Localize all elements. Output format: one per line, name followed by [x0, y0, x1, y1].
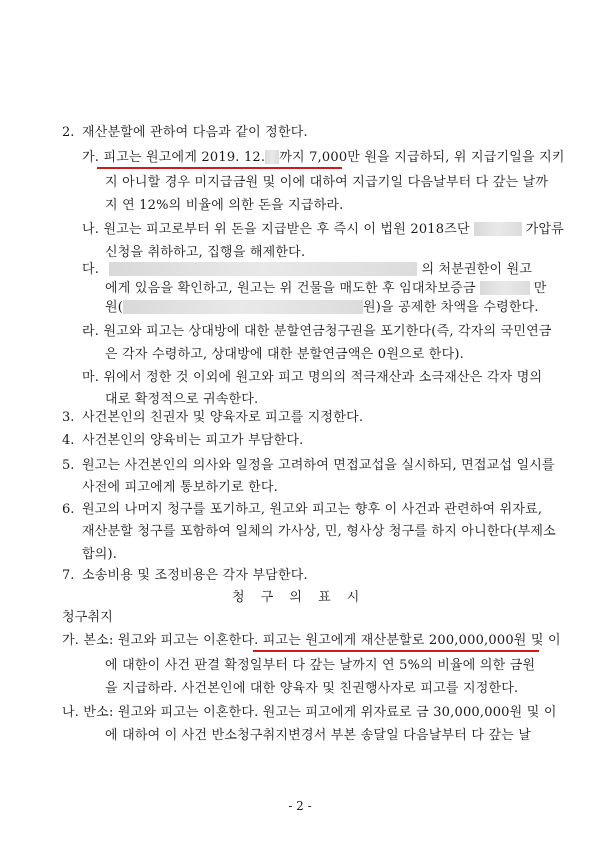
section-4-text: 사건본인의 양육비는 피고가 부담한다. [82, 433, 304, 448]
item-ra-line2: 은 각자 수령하고, 상대방에 대한 분할연금액은 0원으로 한다). [105, 347, 464, 362]
item-ga-line2: 지 아니할 경우 미지급금원 및 이에 대하여 지급기일 다음날부터 다 갚는 날까 [105, 175, 549, 190]
item-ga-line3: 지 연 12%의 비율에 의한 돈을 지급하라. [105, 198, 344, 213]
section-5-number: 5. [62, 458, 75, 473]
item-da-line2 [105, 281, 546, 297]
section-6-line2: 재산분할 청구를 포함하여 일체의 가사상, 민, 형사상 청구를 하지 아니한다(부제소 [82, 524, 556, 539]
section-6-line1: 원고의 나머지 청구를 포기하고, 원고와 피고는 향후 이 사건과 관련하여 위자료, [82, 502, 543, 517]
claim-subheading: 청구취지 [62, 610, 114, 625]
item-ma-line1 [82, 370, 542, 386]
item-ra-line1 [82, 324, 552, 340]
section-6-line3: 합의). [82, 547, 118, 562]
red-underline [253, 650, 539, 652]
item-da-label: 다. [82, 262, 100, 277]
item-na-text1b: 가압류 [525, 222, 565, 237]
redaction-block [474, 222, 522, 236]
section-6-number: 6. [62, 502, 75, 517]
section-2-intro: 재산분할에 관하여 다음과 같이 정한다. [82, 125, 308, 140]
claim-ga-line3: 을 지급하라. 사건본인에 대한 양육자 및 친권행사자로 피고를 지정한다. [105, 681, 519, 696]
red-underline [97, 167, 342, 169]
claim-na-text1: 원고와 피고는 이혼한다. 원고는 피고에게 위자료로 금 30,000,000원 및 이 [117, 705, 557, 720]
item-ma-label: 마. [82, 370, 100, 385]
section-5-line2: 사전에 피고에게 통보하기로 한다. [82, 480, 278, 495]
item-ga-text1a: 피고는 원고에게 2019. 12. [103, 150, 266, 165]
item-da-text2a: 에게 있음을 확인하고, 원고는 위 건물을 매도한 후 임대차보증금 [105, 281, 476, 296]
claim-ga-text1a: 원고와 피고는 이혼한다. [117, 633, 259, 648]
claim-ga-text1b: 피고는 원고에게 재산분할로 200,000,000원 및 이 [262, 633, 561, 648]
item-ga-label: 가. [82, 150, 100, 165]
item-ma-line2: 대로 확정적으로 귀속한다. [105, 392, 259, 407]
section-3-number: 3. [62, 410, 75, 425]
section-4-number: 4. [62, 433, 75, 448]
claim-ga-line2: 에 대한이 사건 판결 확정일부터 다 갚는 날까지 연 5%의 비율에 의한 금원 [105, 658, 536, 673]
item-ra-label: 라. [82, 324, 100, 339]
section-3-text: 사건본인의 친권자 및 양육자로 피고를 지정한다. [82, 410, 364, 425]
item-da-line3 [105, 300, 539, 316]
section-7-number: 7. [62, 568, 75, 583]
claim-na-line1 [62, 705, 557, 721]
item-da-text2b: 만 [533, 281, 547, 296]
item-na-line2: 신청을 취하하고, 집행을 해제한다. [105, 245, 306, 260]
page-number: - 2 - [288, 799, 312, 813]
item-na-label: 나. [82, 222, 100, 237]
item-da-text3b: 원)을 공제한 차액을 수령한다. [363, 300, 539, 315]
redaction-block [109, 262, 417, 276]
item-da-text1: 의 처분권한이 원고 [421, 262, 533, 277]
claim-ga-label: 가. 본소: [62, 633, 114, 648]
redaction-block [123, 300, 363, 314]
item-da-line1 [82, 262, 532, 278]
claim-na-label: 나. 반소: [62, 705, 114, 720]
claim-na-line2: 에 대하여 이 사건 반소청구취지변경서 부본 송달일 다음날부터 다 갚는 날 [105, 728, 532, 743]
item-ma-text1: 위에서 정한 것 이외에 원고와 피고 명의의 적극재산과 소극재산은 각자 명의 [103, 370, 543, 385]
item-ga-line1 [82, 150, 565, 166]
section-7-text: 소송비용 및 조정비용은 각자 부담한다. [82, 568, 308, 583]
claim-ga-line1 [62, 633, 561, 649]
item-ra-text1: 원고와 피고는 상대방에 대한 분할연금청구권을 포기한다(즉, 각자의 국민연금 [103, 324, 552, 339]
item-ga-text1b: 까지 7,000만 원을 지급하되, 위 지급기일을 지키 [279, 150, 565, 165]
claim-heading: 청 구 의 표 시 [232, 590, 366, 605]
item-na-line1 [82, 222, 564, 238]
item-na-text1a: 원고는 피고로부터 위 돈을 지급받은 후 즉시 이 법원 2018즈단 [103, 222, 470, 237]
redaction-block [265, 150, 279, 164]
redaction-block [480, 281, 530, 295]
item-da-text3a: 원( [105, 300, 124, 315]
section-5-line1: 원고는 사건본인의 의사와 일정을 고려하여 면접교섭을 실시하되, 면접교섭 일시를 [82, 458, 555, 473]
section-2-number: 2. [62, 125, 75, 140]
